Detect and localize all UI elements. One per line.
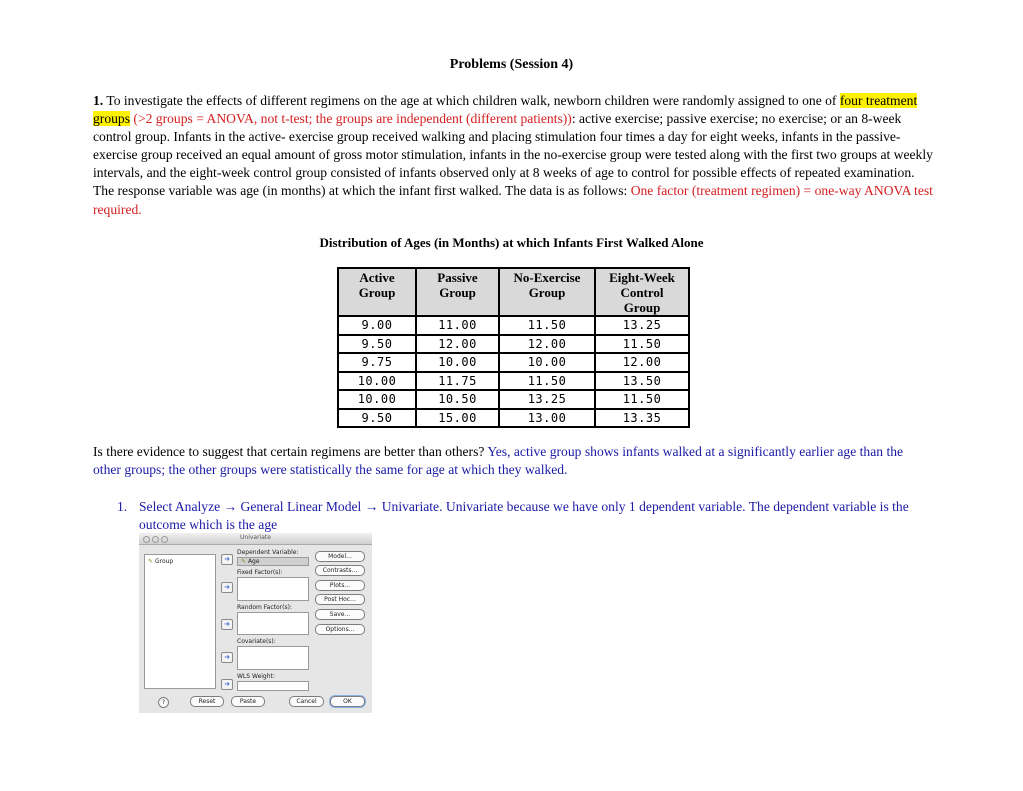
problem-body: : active exercise; passive exercise; no exercise; or an 8-week control group. Infants in the active- exercise group received walking and placing stimulation four times a day for eight weeks, infants in the passive-exercise group received an equal amount of gross motor stimulation, infants in the no-exercise group were tested along with the first two groups at weekly intervals, and the eight-week control group consisted of infants observed only at 8 weeks of age to control for possible effects of repeated examination. The response variable was age (in months) at which the infant first walked. The data is as follows: bbox=[93, 111, 933, 199]
wls-weight-field[interactable] bbox=[237, 681, 309, 691]
header-passive: Passive Group bbox=[416, 268, 499, 316]
post-hoc-button[interactable]: Post Hoc... bbox=[315, 594, 365, 605]
answer-text: Yes, active group shows infants walked at a significantly earlier age than the other groups; the other groups were statistically the same for age at which they walked. bbox=[93, 444, 904, 478]
variable-source-list[interactable] bbox=[144, 554, 216, 689]
random-factor-label: Random Factor(s): bbox=[237, 604, 292, 611]
table-cell: 9.00 bbox=[338, 316, 416, 335]
table-cell: 13.25 bbox=[499, 390, 595, 409]
table-cell: 11.50 bbox=[499, 372, 595, 391]
table-cell: 11.00 bbox=[416, 316, 499, 335]
header-active: Active Group bbox=[338, 268, 416, 316]
table-cell: 11.50 bbox=[595, 335, 689, 354]
options-button[interactable]: Options... bbox=[315, 624, 365, 635]
table-cell: 12.00 bbox=[595, 353, 689, 372]
table-cell: 9.50 bbox=[338, 409, 416, 428]
model-button[interactable]: Model... bbox=[315, 551, 365, 562]
univariate-dialog bbox=[139, 533, 372, 713]
dependent-label: Dependent Variable: bbox=[237, 549, 299, 556]
save-button[interactable]: Save... bbox=[315, 609, 365, 620]
table-cell: 13.00 bbox=[499, 409, 595, 428]
header-eight-week: Eight-Week Control Group bbox=[595, 268, 689, 316]
move-wls-arrow-icon[interactable]: ➜ bbox=[221, 679, 233, 690]
random-factor-list[interactable] bbox=[237, 612, 309, 635]
table-row bbox=[338, 316, 689, 335]
table-cell: 10.50 bbox=[416, 390, 499, 409]
problem-number: 1. bbox=[93, 93, 104, 108]
anova-note: (>2 groups = ANOVA, not t-test; the groups are independent (different patients)) bbox=[133, 111, 572, 127]
dependent-variable-field[interactable] bbox=[237, 557, 309, 566]
table-title: Distribution of Ages (in Months) at which Infants First Walked Alone bbox=[319, 235, 704, 250]
table-cell: 15.00 bbox=[416, 409, 499, 428]
fixed-factor-list[interactable] bbox=[237, 577, 309, 601]
move-dependent-arrow-icon[interactable]: ➜ bbox=[221, 554, 233, 565]
table-cell: 10.00 bbox=[338, 372, 416, 391]
table-cell: 9.50 bbox=[338, 335, 416, 354]
problem-paragraph bbox=[93, 92, 933, 219]
help-icon[interactable]: ? bbox=[158, 697, 169, 708]
highlighted-text: four treatment groups bbox=[93, 93, 918, 127]
table-cell: 11.75 bbox=[416, 372, 499, 391]
paste-button[interactable]: Paste bbox=[231, 696, 265, 707]
fixed-factor-label: Fixed Factor(s): bbox=[237, 569, 283, 576]
covariate-label: Covariate(s): bbox=[237, 638, 276, 645]
header-no-exercise: No-Exercise Group bbox=[499, 268, 595, 316]
question-paragraph bbox=[93, 443, 923, 479]
dialog-title: Univariate bbox=[240, 534, 271, 541]
dialog-titlebar bbox=[139, 533, 372, 545]
dependent-value: Age bbox=[247, 558, 260, 565]
plots-button[interactable]: Plots... bbox=[315, 580, 365, 591]
table-cell: 13.25 bbox=[595, 316, 689, 335]
variable-item-group[interactable]: ✎ Group bbox=[148, 558, 174, 565]
table-cell: 10.00 bbox=[416, 353, 499, 372]
table-row bbox=[338, 390, 689, 409]
covariate-list[interactable] bbox=[237, 646, 309, 670]
pencil-icon: ✎ bbox=[148, 558, 154, 565]
step-text: Select Analyze → General Linear Model → Univariate. Univariate because we have only 1 dependent variable. The dependent variable is the outcome which is the age bbox=[139, 499, 909, 533]
wls-weight-label: WLS Weight: bbox=[237, 673, 275, 680]
reset-button[interactable]: Reset bbox=[190, 696, 224, 707]
table-cell: 12.00 bbox=[416, 335, 499, 354]
table-cell: 12.00 bbox=[499, 335, 595, 354]
ok-button[interactable]: OK bbox=[330, 696, 365, 707]
move-fixed-arrow-icon[interactable]: ➜ bbox=[221, 582, 233, 593]
contrasts-button[interactable]: Contrasts... bbox=[315, 565, 365, 576]
pencil-icon: ✎ bbox=[241, 558, 247, 565]
table-cell: 11.50 bbox=[595, 390, 689, 409]
table-cell: 13.35 bbox=[595, 409, 689, 428]
table-cell: 10.00 bbox=[338, 390, 416, 409]
table-row bbox=[338, 409, 689, 428]
step-number: 1. bbox=[117, 499, 128, 514]
question-text: Is there evidence to suggest that certain regimens are better than others? bbox=[93, 444, 488, 459]
table-row bbox=[338, 335, 689, 354]
table-row bbox=[338, 353, 689, 372]
move-random-arrow-icon[interactable]: ➜ bbox=[221, 619, 233, 630]
table-header-row bbox=[338, 268, 689, 316]
ages-table bbox=[337, 267, 690, 428]
one-way-anova-note: One factor (treatment regimen) = one-way ANOVA test required. bbox=[93, 183, 933, 217]
table-cell: 10.00 bbox=[499, 353, 595, 372]
cancel-button[interactable]: Cancel bbox=[289, 696, 324, 707]
table-row bbox=[338, 372, 689, 391]
problem-intro: To investigate the effects of different regimens on the age at which children walk, newborn children were randomly assigned to one of bbox=[103, 93, 840, 108]
table-cell: 9.75 bbox=[338, 353, 416, 372]
page-title: Problems (Session 4) bbox=[449, 57, 574, 72]
table-cell: 13.50 bbox=[595, 372, 689, 391]
table-cell: 11.50 bbox=[499, 316, 595, 335]
move-covariate-arrow-icon[interactable]: ➜ bbox=[221, 652, 233, 663]
